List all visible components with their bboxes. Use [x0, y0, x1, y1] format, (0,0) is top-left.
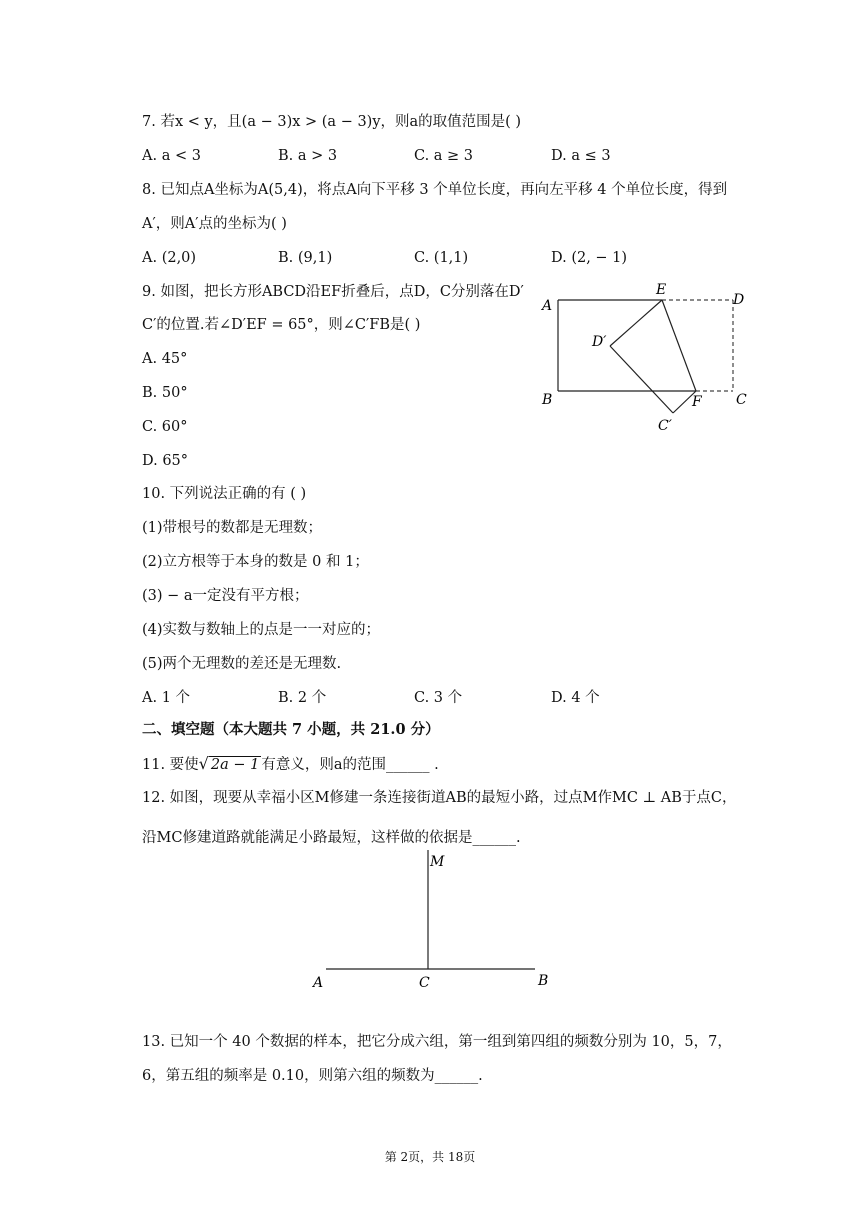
q9-stem-line1: 9. 如图，把长方形ABCD沿EF折叠后，点D，C分别落在D′: [142, 284, 524, 300]
q9-label-d: D: [733, 292, 745, 308]
q10-statement-5: (5)两个无理数的差还是无理数.: [142, 656, 342, 672]
q9-label-d-prime: D′: [592, 334, 607, 350]
q8-option-a: A. (2,0): [142, 250, 197, 266]
q12-label-b: B: [538, 973, 549, 989]
q7-option-d: D. a ≤ 3: [551, 148, 611, 164]
q12-stem-line2: 沿MC修建道路就能满足小路最短，这样做的依据是______.: [142, 830, 521, 846]
q10-option-a: A. 1 个: [142, 690, 191, 706]
q8-option-c: C. (1,1): [414, 250, 469, 266]
q12-label-c: C: [419, 975, 430, 991]
q13-stem-line1: 13. 已知一个 40 个数据的样本，把它分成六组，第一组到第四组的频数分别为 10，5，7，: [142, 1034, 732, 1050]
q9-fold-figure: [530, 282, 760, 442]
q10-statement-3: (3) − a一定没有平方根；: [142, 588, 309, 604]
q11-prefix: 11. 要使: [142, 757, 199, 773]
sqrt-icon: √: [198, 754, 209, 773]
q12-perpendicular-figure: [300, 846, 570, 996]
q10-option-d: D. 4 个: [551, 690, 600, 706]
section-heading: 二、填空题（本大题共 7 小题，共 21.0 分）: [142, 721, 440, 738]
q7-option-a: A. a < 3: [142, 148, 201, 164]
q9-label-f: F: [692, 394, 702, 410]
q10-option-b: B. 2 个: [278, 690, 327, 706]
q12-stem-line1: 12. 如图，现要从幸福小区M修建一条连接街道AB的最短小路，过点M作MC ⊥ AB于点C，: [142, 790, 737, 806]
q10-statement-2: (2)立方根等于本身的数是 0 和 1；: [142, 554, 369, 570]
q11-suffix: 有意义，则a的范围______ .: [261, 757, 439, 773]
q8-option-b: B. (9,1): [278, 250, 333, 266]
q9-option-d: D. 65°: [142, 453, 189, 469]
page-footer: 第 2页，共 18页: [384, 1150, 476, 1164]
q9-stem-line2: C′的位置.若∠D′EF = 65°，则∠C′FB是( ): [142, 317, 421, 333]
q8-stem-line2: A′，则A′点的坐标为( ): [142, 216, 287, 232]
q7-option-c: C. a ≥ 3: [414, 148, 474, 164]
q10-statement-4: (4)实数与数轴上的点是一一对应的；: [142, 622, 381, 638]
q10-statement-1: (1)带根号的数都是无理数；: [142, 520, 323, 536]
q10-option-c: C. 3 个: [414, 690, 463, 706]
q12-label-a: A: [313, 975, 324, 991]
q11-stem: [142, 754, 439, 775]
q9-label-a: A: [542, 298, 553, 314]
q9-option-c: C. 60°: [142, 419, 188, 435]
q9-option-a: A. 45°: [142, 351, 188, 367]
q7-option-b: B. a > 3: [278, 148, 338, 164]
q11-radicand: 2a − 1: [210, 757, 260, 773]
q9-label-c-prime: C′: [658, 418, 672, 434]
q7-stem: 7. 若x < y，且(a − 3)x > (a − 3)y，则a的取值范围是( ): [142, 114, 522, 130]
q9-label-b: B: [542, 392, 553, 408]
q10-stem: 10. 下列说法正确的有 ( ): [142, 486, 307, 502]
q8-stem-line1: 8. 已知点A坐标为A(5,4)，将点A向下平移 3 个单位长度，再向左平移 4 个单位长度，得到: [142, 182, 728, 198]
q9-label-e: E: [656, 282, 667, 298]
q8-option-d: D. (2, − 1): [551, 250, 628, 266]
q13-stem-line2: 6，第五组的频率是 0.10，则第六组的频数为______.: [142, 1068, 483, 1084]
q9-label-c: C: [736, 392, 747, 408]
q12-label-m: M: [430, 854, 445, 870]
q9-option-b: B. 50°: [142, 385, 188, 401]
